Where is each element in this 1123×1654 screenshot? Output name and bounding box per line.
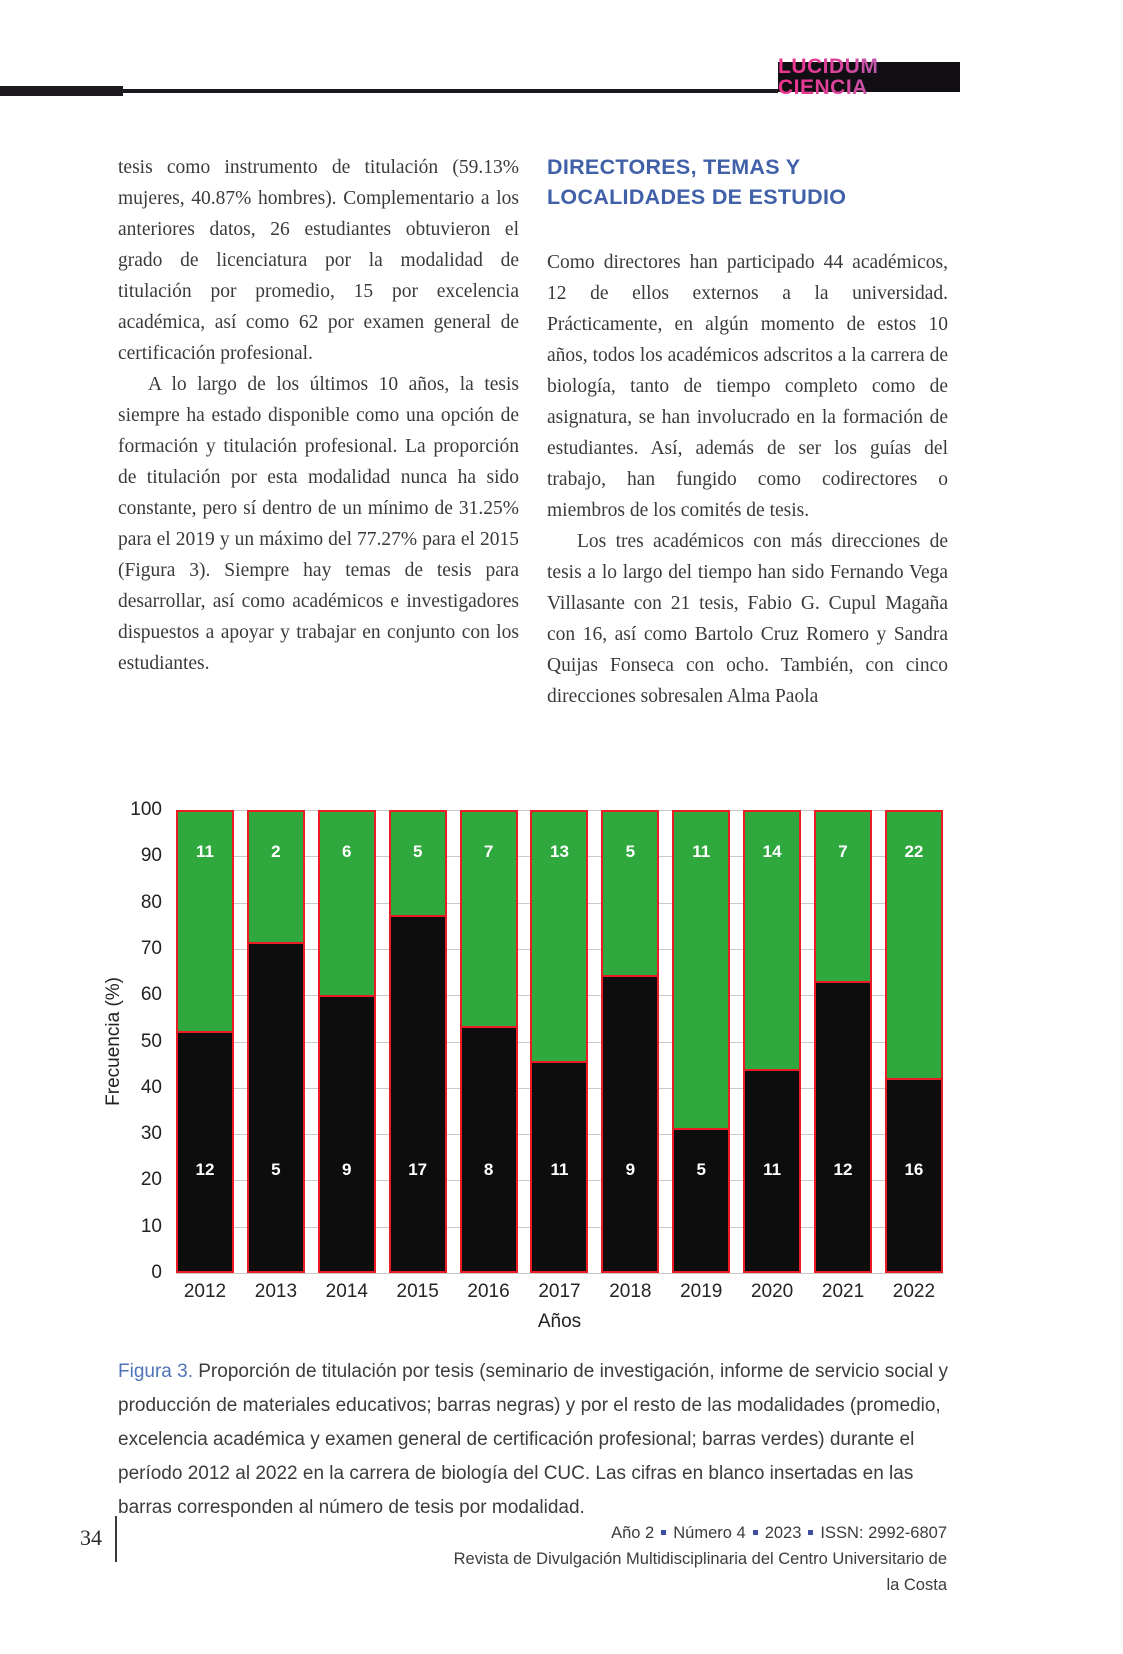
header-rule-thick bbox=[0, 86, 123, 96]
bar-2015 bbox=[389, 810, 447, 1273]
footer-meta bbox=[447, 1520, 947, 1598]
bar-segment-black bbox=[247, 942, 305, 1273]
square-separator-icon bbox=[808, 1530, 813, 1535]
x-tick-label: 2013 bbox=[254, 1281, 298, 1302]
body-paragraph: A lo largo de los últimos 10 años, la tesis siempre ha estado disponible como una opción de formación y titulación profesional. La proporción de titulación por esta modalidad nunca ha sido constante, pero sí dentro de un mínimo de 31.25% para el 2019 y un máximo del 77.27% para el 2015 (Figura 3). Siempre hay temas de tesis para desarrollar, así como académicos e investigadores dispuestos a apoyar y trabajar en conjunto con los estudiantes. bbox=[118, 374, 519, 674]
y-tick-label: 0 bbox=[151, 1262, 162, 1283]
bar-count-black: 5 bbox=[271, 1160, 281, 1180]
bar-segment-black bbox=[389, 915, 447, 1273]
footer-meta-part: ISSN: 2992-6807 bbox=[820, 1524, 947, 1542]
x-tick-label: 2016 bbox=[467, 1281, 510, 1302]
x-tick-label: 2014 bbox=[325, 1281, 368, 1302]
x-tick-label: 2017 bbox=[538, 1281, 581, 1302]
bar-2014 bbox=[318, 810, 376, 1273]
bar-segment-green bbox=[601, 810, 659, 975]
bar-count-green: 22 bbox=[904, 842, 924, 862]
plot-area bbox=[176, 810, 943, 1273]
y-axis-ticks bbox=[100, 799, 162, 1283]
bar-2019 bbox=[672, 810, 730, 1273]
bar-2020 bbox=[743, 810, 801, 1273]
bar-count-black: 16 bbox=[904, 1160, 924, 1180]
y-tick-label: 10 bbox=[140, 1215, 162, 1237]
bar-count-green: 13 bbox=[549, 842, 569, 862]
y-tick-label: 30 bbox=[140, 1123, 162, 1145]
bar-segment-black bbox=[318, 995, 376, 1273]
x-tick-label: 2012 bbox=[183, 1281, 227, 1302]
bar-segment-green bbox=[814, 810, 872, 981]
bar-count-green: 5 bbox=[412, 842, 423, 862]
bar-segment-green bbox=[247, 810, 305, 942]
x-axis-ticks bbox=[176, 1281, 943, 1303]
gridline bbox=[176, 1273, 943, 1274]
bar-segment-green bbox=[318, 810, 376, 995]
square-separator-icon bbox=[661, 1530, 666, 1535]
footer-meta-line2: Revista de Divulgación Multidisciplinaria del Centro Universitario de la Costa bbox=[453, 1550, 947, 1594]
bar-2017 bbox=[530, 810, 588, 1273]
page-number: 34 bbox=[80, 1525, 102, 1550]
bars bbox=[176, 810, 943, 1273]
x-axis-title: Años bbox=[537, 1311, 582, 1332]
y-tick-label: 90 bbox=[140, 845, 162, 867]
body-paragraph: Como directores han participado 44 académicos, 12 de ellos externos a la universidad. Prácticamente, en algún momento de estos 10 años, todos los académicos adscritos a la carrera de biología, tanto de tiempo completo como de asignatura, se han involucrado en la formación de estudiantes. Así, además de ser los guías del trabajo, han fungido como codirectores o miembros de los comités de tesis. bbox=[547, 252, 948, 521]
y-tick-label: 60 bbox=[140, 984, 162, 1006]
bar-count-black: 17 bbox=[408, 1160, 428, 1180]
y-tick-label: 20 bbox=[140, 1169, 162, 1191]
bar-count-green: 7 bbox=[483, 842, 494, 862]
bar-count-black: 8 bbox=[483, 1160, 494, 1180]
body-paragraph: Los tres académicos con más direcciones de tesis a lo largo del tiempo han sido Fernando Vega Villasante con 21 tesis, Fabio G. Cupul Magaña con 16, así como Bartolo Cruz Romero y Sandra Quijas Fonseca con ocho. También, con cinco direcciones sobresalen Alma Paola bbox=[547, 531, 948, 707]
bar-segment-black bbox=[672, 1128, 730, 1273]
bar-segment-black bbox=[176, 1031, 234, 1273]
footer-divider bbox=[115, 1516, 117, 1562]
footer-meta-part: Año 2 bbox=[611, 1524, 655, 1542]
journal-logo-text: LUCIDUM CIENCIA bbox=[778, 56, 960, 98]
bar-count-black: 12 bbox=[833, 1160, 853, 1180]
x-tick-label: 2015 bbox=[396, 1281, 439, 1302]
bar-count-green: 14 bbox=[762, 842, 782, 862]
bar-count-green: 11 bbox=[196, 842, 214, 862]
footer-meta-part: Número 4 bbox=[673, 1524, 746, 1542]
y-tick-label: 100 bbox=[130, 799, 162, 820]
bar-count-green: 6 bbox=[342, 842, 352, 862]
bar-count-green: 2 bbox=[271, 842, 281, 862]
bar-segment-black bbox=[601, 975, 659, 1273]
bar-segment-green bbox=[389, 810, 447, 915]
section-heading: DIRECTORES, TEMAS Y LOCALIDADES DE ESTUDIO bbox=[547, 155, 847, 209]
bar-count-black: 5 bbox=[696, 1160, 706, 1180]
bar-2022 bbox=[885, 810, 943, 1273]
figure-caption-label: Figura 3. bbox=[118, 1361, 193, 1382]
y-tick-label: 70 bbox=[140, 937, 162, 959]
bar-count-black: 11 bbox=[763, 1160, 782, 1180]
bar-2021 bbox=[814, 810, 872, 1273]
footer-meta-line1 bbox=[447, 1520, 947, 1546]
x-tick-label: 2022 bbox=[892, 1281, 936, 1302]
y-tick-label: 80 bbox=[140, 891, 162, 913]
bar-count-green: 11 bbox=[692, 842, 711, 862]
body-paragraph: tesis como instrumento de titulación (59.13% mujeres, 40.87% hombres). Complementario a los anteriores datos, 26 estudiantes obtuvieron el grado de licenciatura por la modalidad de titulación por promedio, 15 por excelencia académica, así como 62 por examen general de certificación profesional. bbox=[118, 157, 519, 364]
bar-2013 bbox=[247, 810, 305, 1273]
bar-2012 bbox=[176, 810, 234, 1273]
x-tick-label: 2019 bbox=[680, 1281, 723, 1302]
y-tick-label: 50 bbox=[140, 1030, 162, 1052]
y-tick-label: 40 bbox=[140, 1076, 162, 1098]
y-axis-title-text: Frecuencia (%) bbox=[103, 977, 124, 1106]
square-separator-icon bbox=[753, 1530, 758, 1535]
journal-logo bbox=[778, 55, 960, 99]
bar-count-green: 5 bbox=[625, 842, 636, 862]
bar-2016 bbox=[460, 810, 518, 1273]
left-column bbox=[118, 152, 519, 679]
header-rule-thin bbox=[123, 89, 778, 93]
figure-caption bbox=[118, 1355, 950, 1525]
footer-meta-part: 2023 bbox=[764, 1524, 802, 1542]
right-column bbox=[547, 152, 948, 712]
x-tick-label: 2018 bbox=[609, 1281, 652, 1302]
bar-count-black: 9 bbox=[342, 1160, 352, 1180]
bar-segment-black bbox=[814, 981, 872, 1273]
bar-count-green: 7 bbox=[838, 842, 848, 862]
bar-2018 bbox=[601, 810, 659, 1273]
x-tick-label: 2020 bbox=[750, 1281, 794, 1302]
figure-caption-text: Proporción de titulación por tesis (seminario de investigación, informe de servicio social y producción de materiales educativos; barras negras) y por el resto de las modalidades (promedio, excelencia académica y examen general de certificación profesional; barras verdes) durante el período 2012 al 2022 en la carrera de biología del CUC. Las cifras en blanco insertadas en las barras corresponden al número de tesis por modalidad. bbox=[118, 1361, 949, 1518]
bar-count-black: 9 bbox=[625, 1160, 636, 1180]
x-tick-label: 2021 bbox=[821, 1281, 865, 1302]
bar-segment-black bbox=[460, 1026, 518, 1273]
bar-count-black: 12 bbox=[195, 1160, 215, 1180]
bar-count-black: 11 bbox=[550, 1160, 569, 1180]
